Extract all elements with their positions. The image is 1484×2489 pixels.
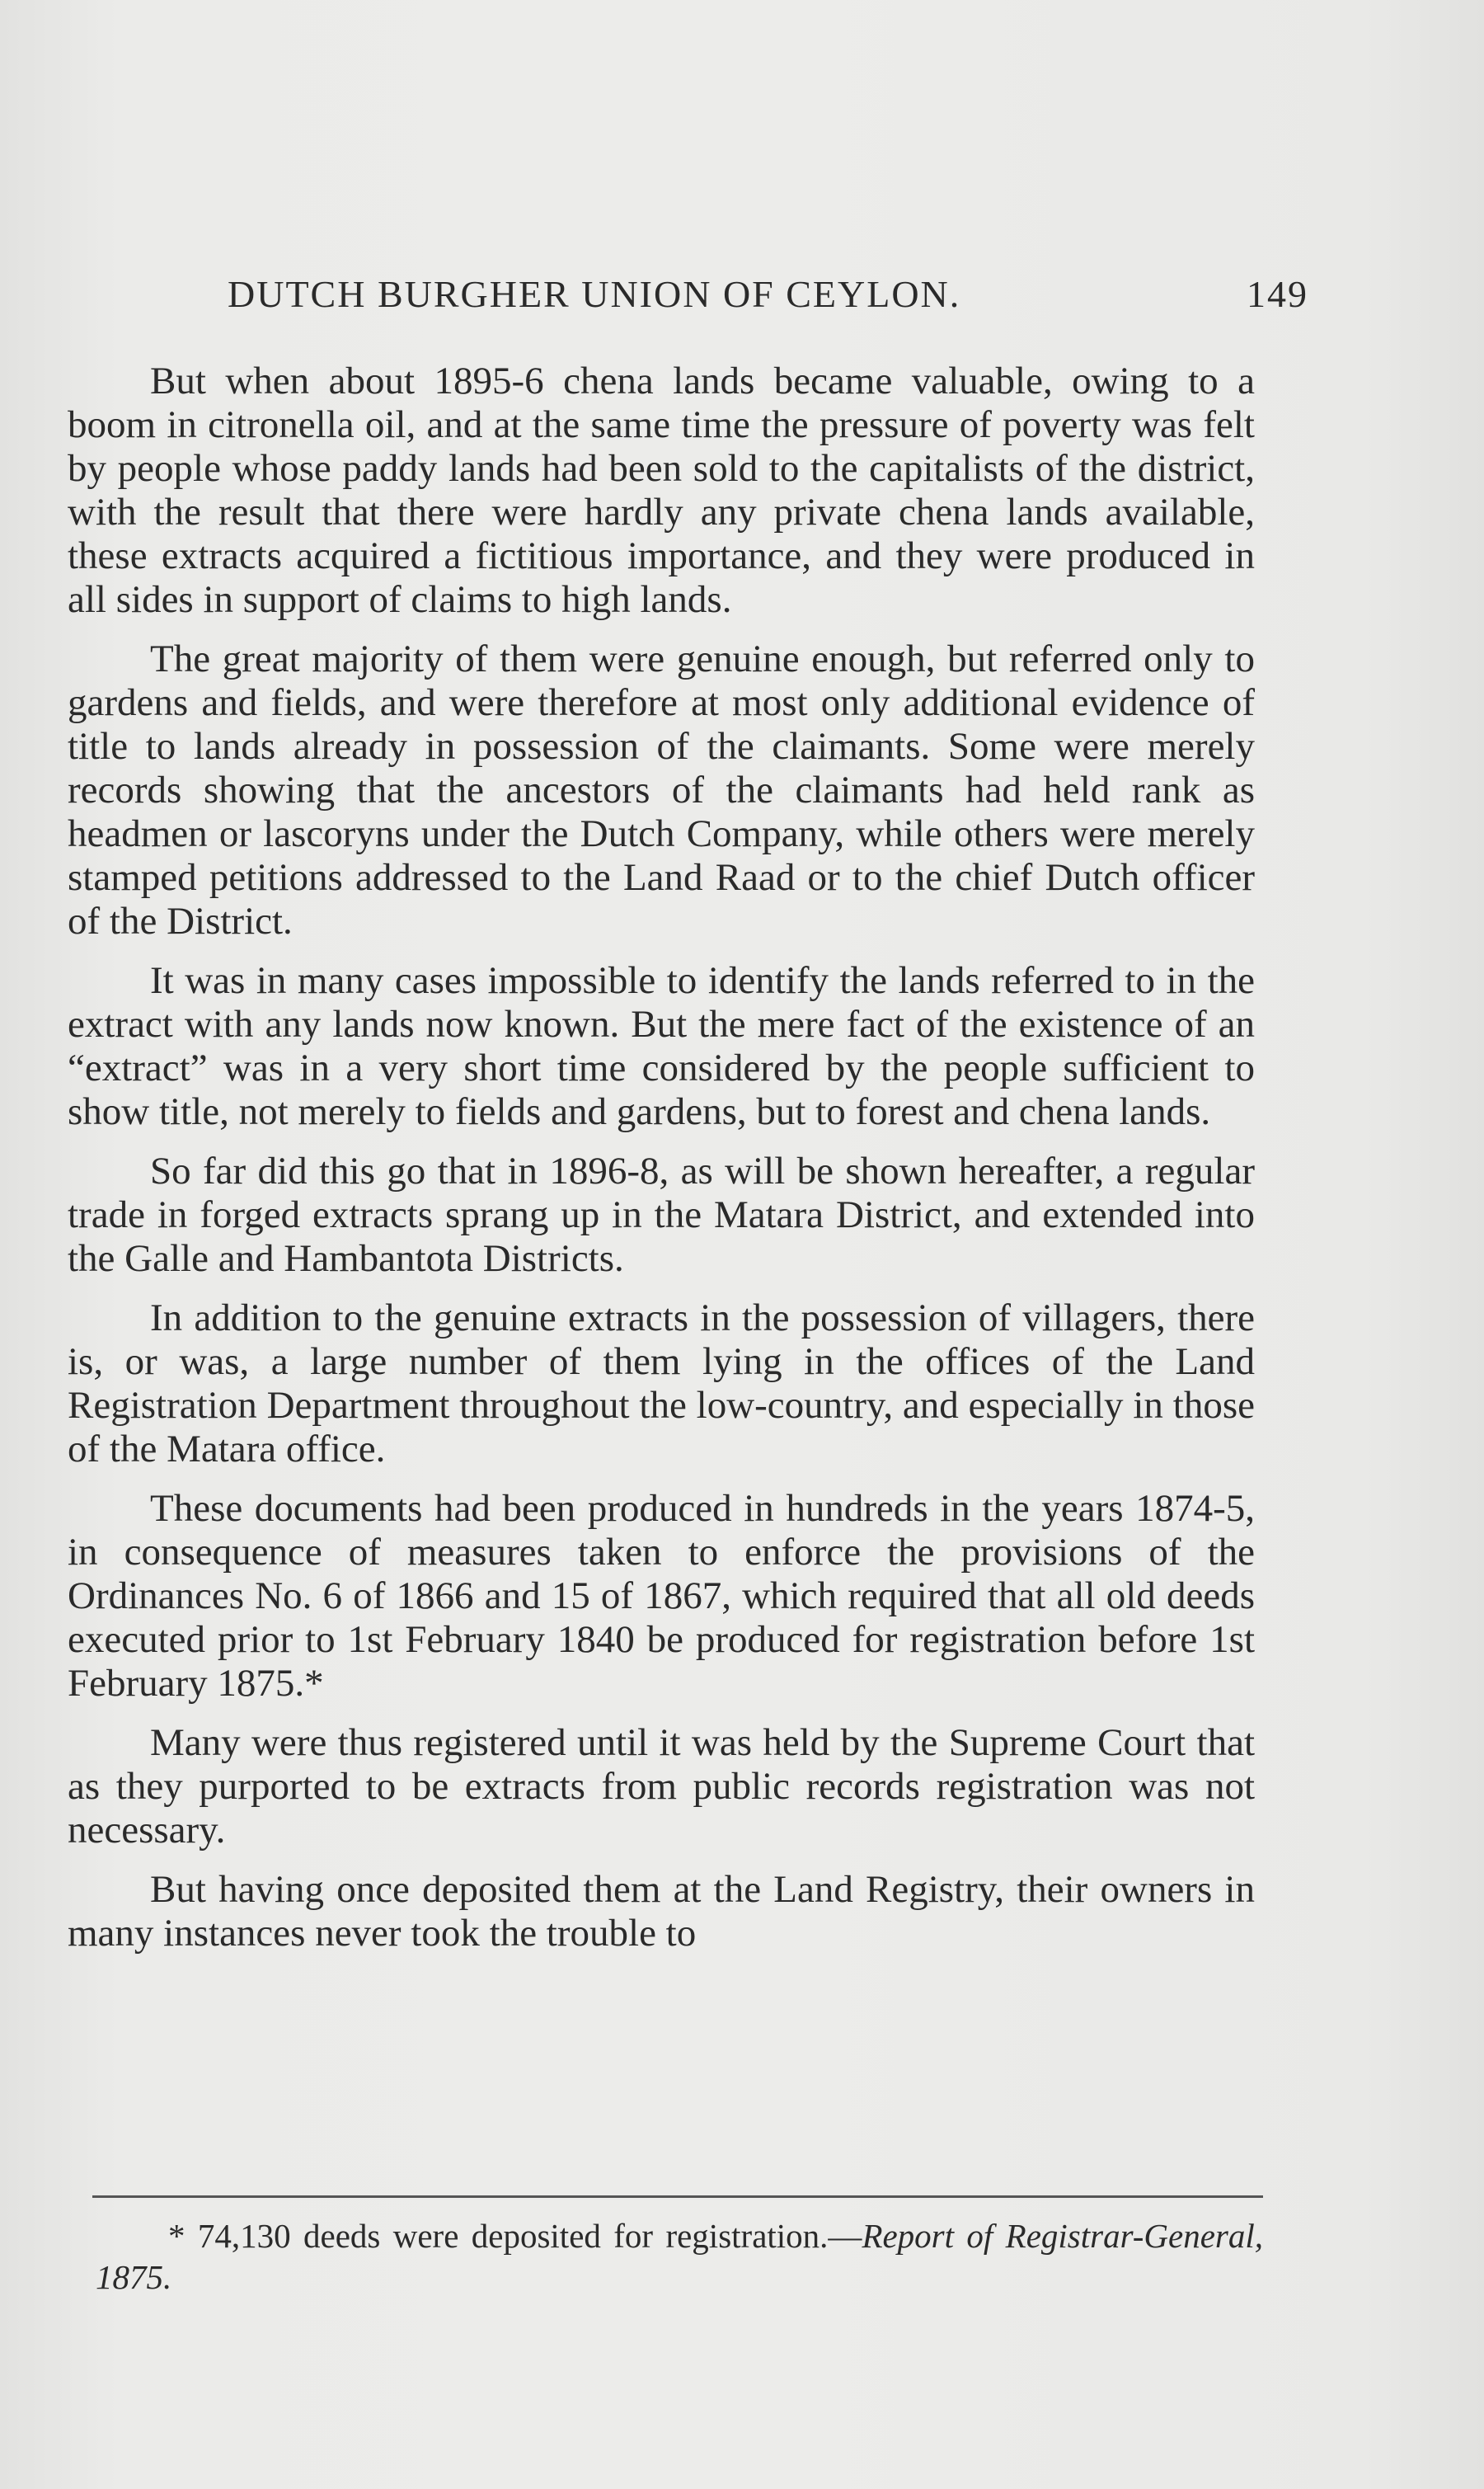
footnote-rule xyxy=(92,2195,1263,2198)
paragraph: But having once deposited them at the Land Registry, their owners in many instances never took the trouble to xyxy=(68,1868,1255,1955)
footnote-text: * 74,130 deeds were deposited for registration.— xyxy=(168,2217,862,2255)
footnote-source: Report of Registrar-General, 1875. xyxy=(96,2217,1263,2296)
running-head xyxy=(160,272,1314,322)
body-text xyxy=(68,360,1255,1971)
paragraph: These documents had been produced in hundreds in the years 1874-5, in consequence of measures taken to enforce the provisions of the Ordinances No. 6 of 1866 and 15 of 1867, which required that all old deeds executed prior to 1st February 1840 be produced for registration before 1st February 1875.* xyxy=(68,1487,1255,1705)
page-number: 149 xyxy=(1247,273,1308,315)
paragraph: But when about 1895-6 chena lands became valuable, owing to a boom in citronella oil, and at the same time the pressure of poverty was felt by people whose paddy lands had been sold to the capitalists of the district, with the result that there were hardly any private chena lands available, these extracts acquired a fictitious importance, and they were produced in all sides in support of claims to high lands. xyxy=(68,360,1255,621)
running-title: DUTCH BURGHER UNION OF CEYLON. xyxy=(228,273,961,315)
paragraph: Many were thus registered until it was held by the Supreme Court that as they purported to be extracts from public records registration was not necessary. xyxy=(68,1721,1255,1851)
footnote xyxy=(96,2215,1263,2298)
paragraph: The great majority of them were genuine enough, but referred only to gardens and fields, and were therefore at most only additional evidence of title to lands already in possession of the claimants. Some were merely records showing that the ancestors of the claimants had held rank as headmen or lascoryns under the Dutch Company, while others were merely stamped petitions addressed to the Land Raad or to the chief Dutch officer of the District. xyxy=(68,638,1255,943)
paragraph: So far did this go that in 1896-8, as will be shown hereafter, a regular trade in forged extracts sprang up in the Matara District, and extended into the Galle and Hambantota Districts. xyxy=(68,1150,1255,1280)
paragraph: It was in many cases impossible to identify the lands referred to in the extract with any lands now known. But the mere fact of the existence of an “extract” was in a very short time considered by the people sufficient to show title, not merely to fields and gardens, but to forest and chena lands. xyxy=(68,959,1255,1133)
paragraph: In addition to the genuine extracts in the possession of villagers, there is, or was, a large number of them lying in the offices of the Land Registration Department throughout the low-country, and especially in those of the Matara office. xyxy=(68,1296,1255,1470)
